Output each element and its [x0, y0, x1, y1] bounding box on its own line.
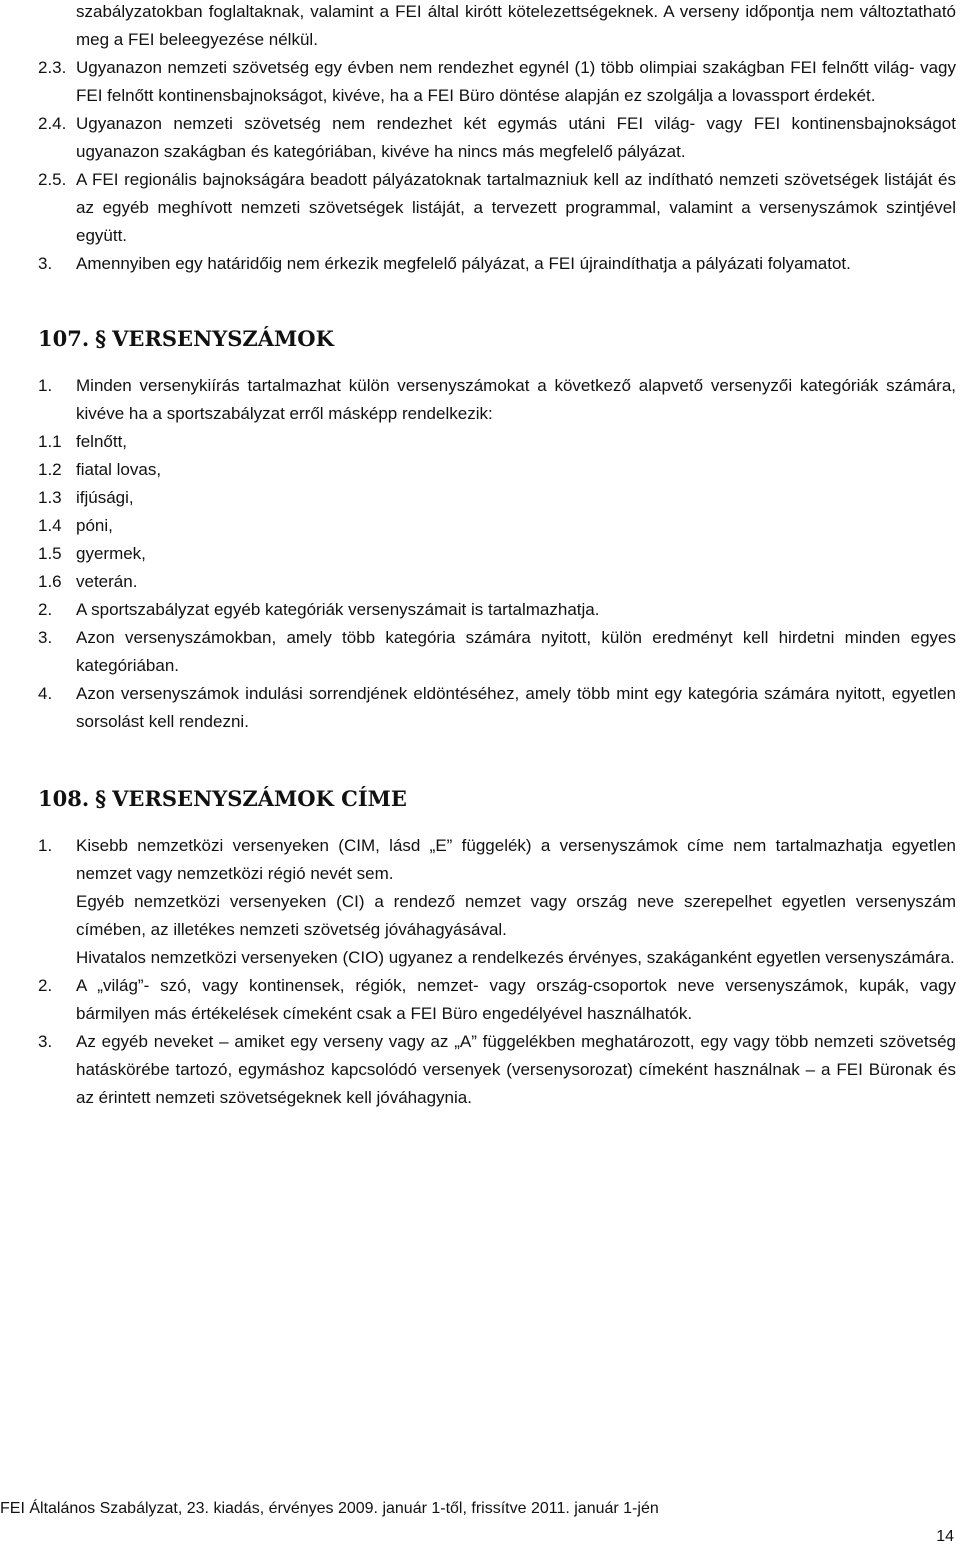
s107-sub-item [38, 540, 956, 568]
s107-item-1 [38, 372, 956, 428]
item-text: Az egyéb neveket – amiket egy verseny vagy az „A” függelékben meghatározott, egy vagy több nemzeti szövetség hatáskörébe tartozó, egymáshoz kapcsolódó versenyek (versenysorozat) címeként használnak – a FEI Büronak és az érintett nemzeti szövetségeknek kell jóváhagynia. [76, 1032, 956, 1107]
sub-item-number: 1.1 [38, 432, 62, 451]
item-number: 3. [38, 628, 53, 647]
s107-sub-item [38, 428, 956, 456]
s108-item-1-paragraph-ci: Egyéb nemzetközi versenyeken (CI) a rendező nemzet vagy ország neve szerepelhet egyetlen versenyszám címében, az illetékes nemzeti szövetség jóváhagyásával. [76, 892, 956, 939]
sub-item-number: 1.4 [38, 516, 62, 535]
s107-item-3 [38, 624, 956, 680]
sub-item-text: póni, [76, 516, 113, 535]
sub-item-number: 1.6 [38, 572, 62, 591]
sub-item-text: ifjúsági, [76, 488, 134, 507]
item-2-3 [38, 54, 956, 110]
section-number: 107. [38, 326, 90, 351]
sub-item-number: 1.3 [38, 488, 62, 507]
sub-item-text: felnőtt, [76, 432, 128, 451]
item-text: Minden versenykiírás tartalmazhat külön versenyszámokat a következő alapvető versenyzői kategóriák számára, kivéve ha a sportszabályzat erről másképp rendelkezik: [76, 376, 956, 423]
s107-sub-item [38, 512, 956, 540]
document-body [38, 0, 956, 1112]
page-footer: FEI Általános Szabályzat, 23. kiadás, érvényes 2009. január 1-től, frissítve 2011. január 1-jén [0, 1500, 659, 1517]
item-number: 3. [38, 254, 53, 273]
item-text: A sportszabályzat egyéb kategóriák versenyszámait is tartalmazhatja. [76, 600, 600, 619]
s108-item-1 [38, 832, 956, 888]
sub-item-number: 1.2 [38, 460, 62, 479]
s107-item-4 [38, 680, 956, 736]
item-number: 4. [38, 684, 53, 703]
s108-item-2 [38, 972, 956, 1028]
item-3 [38, 250, 956, 278]
s107-sub-item [38, 456, 956, 484]
item-number: 1. [38, 836, 53, 855]
section-title: VERSENYSZÁMOK [112, 326, 334, 351]
item-text: Amennyiben egy határidőig nem érkezik megfelelő pályázat, a FEI újraindíthatja a pályázati folyamatot. [76, 254, 851, 273]
section-107-heading [38, 324, 956, 354]
page-number: 14 [936, 1528, 954, 1545]
item-number: 1. [38, 376, 53, 395]
item-text: A FEI regionális bajnokságára beadott pályázatoknak tartalmazniuk kell az indítható nemzeti szövetségek listáját és az egyéb meghívott nemzeti szövetségek listáját, a tervezett programmal, valamint a versenyszámok szintjével együtt. [76, 170, 956, 245]
item-text: Azon versenyszámok indulási sorrendjének eldöntéséhez, amely több mint egy kategória számára nyitott, egyetlen sorsolást kell rendezni. [76, 684, 956, 731]
s107-sub-item [38, 484, 956, 512]
item-number: 2.3. [38, 58, 67, 77]
section-108-heading [38, 784, 956, 814]
item-text: A „világ”- szó, vagy kontinensek, régiók, nemzet- vagy ország-csoportok neve versenyszámok, kupák, vagy bármilyen más értékelések címeként csak a FEI Büro engedélyével használhatók. [76, 976, 956, 1023]
item-2-5 [38, 166, 956, 250]
section-symbol: § [95, 786, 107, 811]
section-symbol: § [95, 326, 107, 351]
section-number: 108. [38, 786, 90, 811]
sub-item-text: gyermek, [76, 544, 146, 563]
item-text: Kisebb nemzetközi versenyeken (CIM, lásd „E” függelék) a versenyszámok címe nem tartalmazhatja egyetlen nemzet vagy nemzetközi régió nevét sem. [76, 836, 956, 883]
sub-item-text: veterán. [76, 572, 138, 591]
sub-item-number: 1.5 [38, 544, 62, 563]
item-number: 2. [38, 600, 53, 619]
item-number: 3. [38, 1032, 53, 1051]
s108-item-3 [38, 1028, 956, 1112]
s107-sub-item [38, 568, 956, 596]
item-number: 2.5. [38, 170, 67, 189]
item-text: Ugyanazon nemzeti szövetség egy évben nem rendezhet egynél (1) több olimpiai szakágban FEI felnőtt világ- vagy FEI felnőtt kontinensbajnokságot, kivéve, ha a FEI Büro döntése alapján ez szolgálja a lovassport érdekét. [76, 58, 956, 105]
s107-item-2 [38, 596, 956, 624]
item-text: Ugyanazon nemzeti szövetség nem rendezhet két egymás utáni FEI világ- vagy FEI kontinensbajnokságot ugyanazon szakágban és kategóriában, kivéve ha nincs más megfelelő pályázat. [76, 114, 956, 161]
continuation-paragraph: szabályzatokban foglaltaknak, valamint a FEI által kirótt kötelezettségeknek. A verseny időpontja nem változtatható meg a FEI beleegyezése nélkül. [76, 2, 956, 49]
item-text: Azon versenyszámokban, amely több kategória számára nyitott, külön eredményt kell hirdetni minden egyes kategóriában. [76, 628, 956, 675]
s108-item-1-paragraph-cio: Hivatalos nemzetközi versenyeken (CIO) ugyanez a rendelkezés érvényes, szakáganként egyetlen versenyszámára. [76, 948, 955, 967]
item-number: 2. [38, 976, 53, 995]
section-title: VERSENYSZÁMOK CÍME [112, 786, 407, 811]
item-number: 2.4. [38, 114, 67, 133]
item-2-4 [38, 110, 956, 166]
sub-item-text: fiatal lovas, [76, 460, 162, 479]
